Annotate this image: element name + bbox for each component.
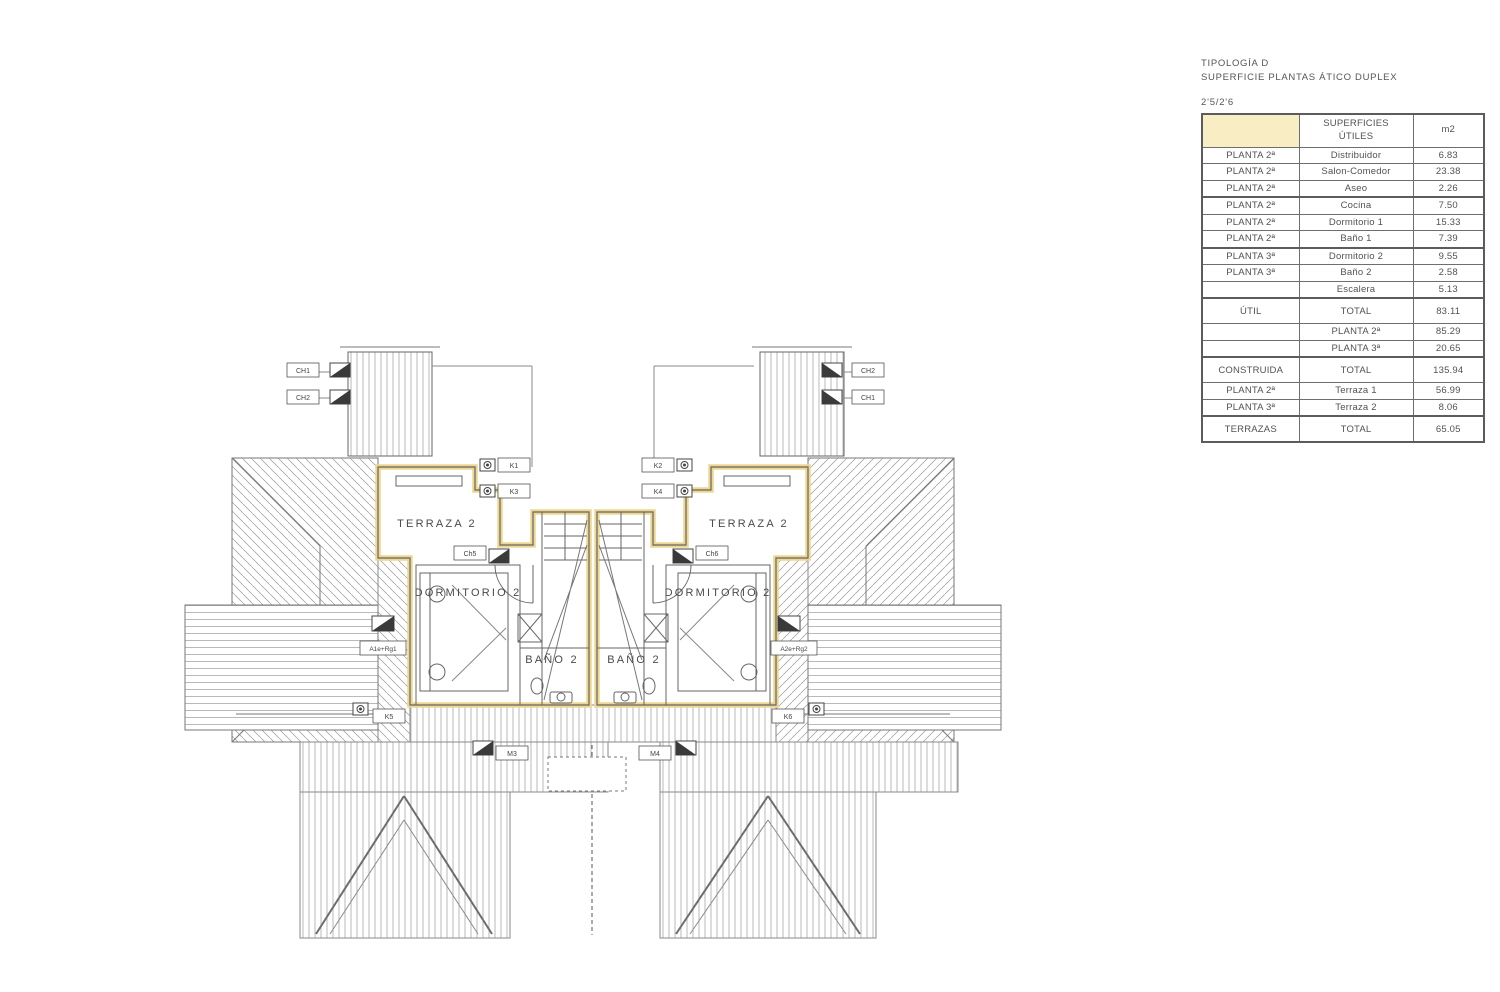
table-row: PLANTA 3ª 20.65	[1202, 340, 1484, 357]
surface-title: SUPERFICIE PLANTAS ÁTICO DUPLEX	[1201, 72, 1398, 84]
surface-table	[1201, 113, 1485, 444]
window-icon	[372, 616, 394, 631]
chimney-left	[348, 352, 432, 456]
unit-area	[378, 467, 808, 705]
tag-k4: K4	[653, 489, 663, 496]
table-row: PLANTA 2ª Baño 1 7.39	[1202, 231, 1484, 248]
room-label-terraza-left: TERRAZA 2	[397, 518, 477, 530]
gable-left	[300, 792, 510, 938]
window-icon	[822, 390, 842, 404]
point-icon	[677, 459, 692, 471]
room-label-dormitorio-left: DORMITORIO 2	[414, 587, 522, 599]
wing-left	[185, 605, 378, 730]
tag-k6: K6	[783, 714, 793, 721]
window-icon	[489, 549, 509, 563]
room-label-dormitorio-right: DORMITORIO 2	[664, 587, 772, 599]
room-label-terraza-right: TERRAZA 2	[709, 518, 789, 530]
tag-k1: K1	[509, 463, 519, 470]
tag-k3: K3	[509, 489, 519, 496]
table-row: PLANTA 3ª Dormitorio 2 9.55	[1202, 248, 1484, 265]
table-row: Escalera 5.13	[1202, 281, 1484, 298]
table-row: PLANTA 2ª Cocina 7.50	[1202, 197, 1484, 214]
typology-title: TIPOLOGÍA D	[1201, 58, 1269, 69]
room-label-bano-left: BAÑO 2	[525, 654, 579, 666]
tag-k2: K2	[653, 463, 663, 470]
table-row: PLANTA 3ª Baño 2 2.58	[1202, 265, 1484, 282]
tag-ch2-left: CH2	[295, 395, 311, 402]
tag-k5: K5	[384, 714, 394, 721]
header-superficies: SUPERFICIES ÚTILES	[1299, 114, 1413, 148]
table-row: PLANTA 2ª 85.29	[1202, 324, 1484, 341]
table-row: PLANTA 2ª Distribuidor 6.83	[1202, 147, 1484, 164]
tag-ch6: Ch6	[705, 551, 719, 558]
unit-reference: 2'5/2'6	[1201, 96, 1235, 108]
table-row-total-terrazas: TERRAZAS TOTAL 65.05	[1202, 416, 1484, 442]
window-icon	[330, 390, 350, 404]
window-icon	[673, 549, 693, 563]
table-row-total-construida: CONSTRUIDA TOTAL 135.94	[1202, 357, 1484, 383]
table-row: PLANTA 3ª Terraza 2 8.06	[1202, 399, 1484, 416]
table-row: PLANTA 2ª Aseo 2.26	[1202, 180, 1484, 197]
roof-strip-bottom	[410, 705, 776, 742]
point-icon	[480, 459, 495, 471]
shaft-dashed-box	[548, 757, 626, 791]
header-m2: m2	[1413, 114, 1484, 148]
tag-ch5: Ch5	[463, 551, 477, 558]
roof-band-bottom-right	[660, 742, 958, 792]
window-icon	[778, 616, 800, 631]
highlight-swatch	[1202, 114, 1299, 148]
point-icon	[480, 485, 495, 497]
surface-panel	[1201, 57, 1487, 443]
window-icon	[330, 363, 350, 377]
point-icon	[809, 703, 824, 715]
tag-m3: M3	[507, 751, 517, 758]
tag-ch1-left: CH1	[295, 368, 311, 375]
table-row: PLANTA 2ª Terraza 1 56.99	[1202, 383, 1484, 400]
window-icon	[473, 741, 493, 755]
table-row: PLANTA 2ª Salon-Comedor 23.38	[1202, 164, 1484, 181]
window-icon	[822, 363, 842, 377]
room-label-bano-right: BAÑO 2	[607, 654, 661, 666]
table-header-row	[1202, 114, 1484, 148]
bulkhead-lines	[432, 366, 754, 467]
point-icon	[353, 703, 368, 715]
tag-m4: M4	[650, 751, 660, 758]
wing-right	[808, 605, 1001, 730]
roof-structures	[185, 347, 1001, 938]
window-icon	[676, 741, 696, 755]
tag-a1e: A1e+Rg1	[369, 646, 397, 653]
table-row: PLANTA 2ª Dormitorio 1 15.33	[1202, 214, 1484, 231]
tag-ch2-right: CH2	[860, 368, 876, 375]
tag-a2e: A2e+Rg2	[780, 646, 808, 653]
gable-right	[660, 792, 876, 938]
table-row-total-util: ÚTIL TOTAL 83.11	[1202, 298, 1484, 324]
point-icon	[677, 485, 692, 497]
doc-title	[1201, 57, 1487, 86]
tag-ch1-right: CH1	[860, 395, 876, 402]
